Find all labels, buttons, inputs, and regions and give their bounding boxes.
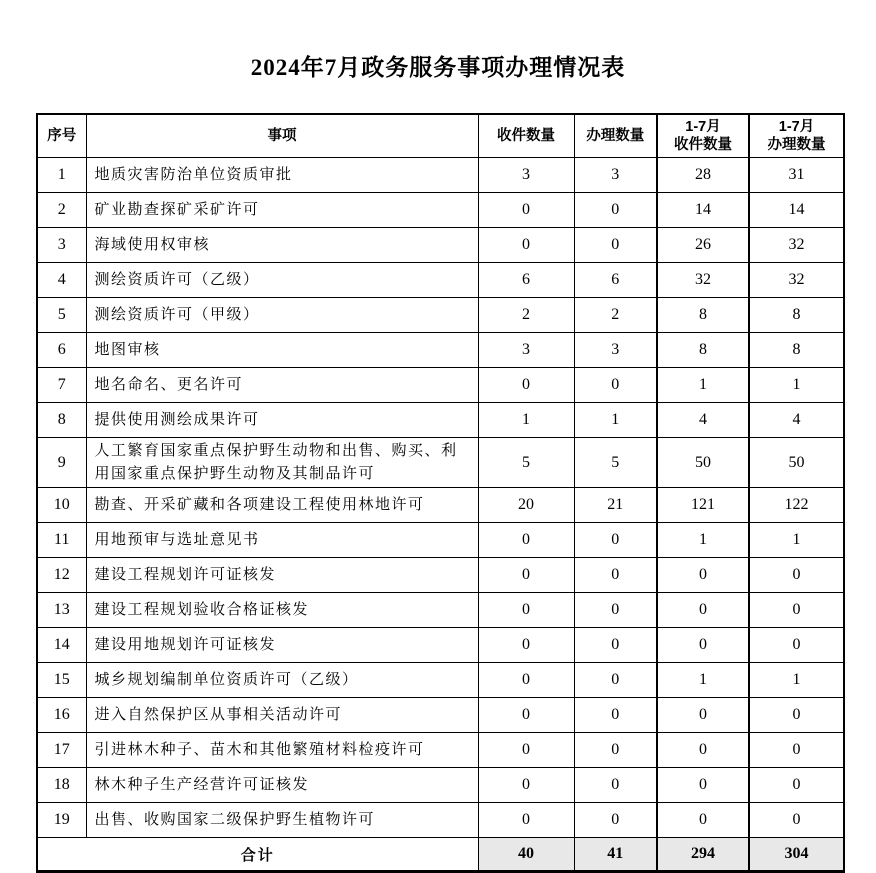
- row-ytd-processed-cell: 1: [749, 368, 844, 403]
- row-ytd-received-cell: 0: [657, 768, 749, 803]
- table-row: [37, 488, 844, 523]
- row-received-cell: 0: [478, 193, 574, 228]
- total-processed: 41: [574, 838, 657, 872]
- row-ytd-received-cell: 0: [657, 698, 749, 733]
- row-ytd-processed-cell: 50: [749, 438, 844, 488]
- header-ytd-received: [657, 114, 749, 158]
- row-index-cell: 11: [37, 523, 86, 558]
- row-processed-cell: 0: [574, 663, 657, 698]
- row-item-cell: 矿业勘查探矿采矿许可: [86, 193, 478, 228]
- table-row: [37, 193, 844, 228]
- row-item-cell: 用地预审与选址意见书: [86, 523, 478, 558]
- row-index-cell: 7: [37, 368, 86, 403]
- table-body: [37, 158, 844, 838]
- row-processed-cell: 0: [574, 733, 657, 768]
- row-ytd-processed-cell: 1: [749, 523, 844, 558]
- header-ytd-processed: [749, 114, 844, 158]
- row-received-cell: 0: [478, 368, 574, 403]
- row-index-cell: 15: [37, 663, 86, 698]
- row-index-cell: 12: [37, 558, 86, 593]
- page-title: 2024年7月政务服务事项办理情况表: [250, 55, 626, 80]
- row-item-cell: 建设工程规划许可证核发: [86, 558, 478, 593]
- row-received-cell: 0: [478, 228, 574, 263]
- row-ytd-processed-cell: 122: [749, 488, 844, 523]
- row-index-cell: 13: [37, 593, 86, 628]
- row-index-cell: 17: [37, 733, 86, 768]
- header-ytd-processed-line2: 办理数量: [767, 137, 826, 153]
- row-ytd-processed-cell: 0: [749, 803, 844, 838]
- header-no: 序号: [37, 114, 86, 158]
- row-ytd-processed-cell: 32: [749, 263, 844, 298]
- row-item-cell: 测绘资质许可（甲级）: [86, 298, 478, 333]
- row-ytd-processed-cell: 0: [749, 768, 844, 803]
- row-item-cell: 城乡规划编制单位资质许可（乙级）: [86, 663, 478, 698]
- table-row: [37, 558, 844, 593]
- row-processed-cell: 0: [574, 768, 657, 803]
- header-ytd-received-line2: 收件数量: [674, 137, 732, 153]
- total-ytd-received: 294: [657, 838, 749, 872]
- row-index-cell: 19: [37, 803, 86, 838]
- row-processed-cell: 0: [574, 368, 657, 403]
- table-row: [37, 803, 844, 838]
- row-ytd-processed-cell: 0: [749, 698, 844, 733]
- row-item-cell: 地图审核: [86, 333, 478, 368]
- row-received-cell: 20: [478, 488, 574, 523]
- row-processed-cell: 21: [574, 488, 657, 523]
- row-index-cell: 9: [37, 438, 86, 488]
- row-ytd-received-cell: 0: [657, 803, 749, 838]
- row-received-cell: 0: [478, 803, 574, 838]
- row-item-cell: 引进林木种子、苗木和其他繁殖材料检疫许可: [86, 733, 478, 768]
- row-received-cell: 0: [478, 733, 574, 768]
- row-item-cell: 地质灾害防治单位资质审批: [86, 158, 478, 193]
- row-ytd-processed-cell: 8: [749, 333, 844, 368]
- row-ytd-processed-cell: 31: [749, 158, 844, 193]
- row-ytd-received-cell: 121: [657, 488, 749, 523]
- row-ytd-received-cell: 1: [657, 523, 749, 558]
- table-row: [37, 403, 844, 438]
- row-ytd-received-cell: 8: [657, 298, 749, 333]
- table-row: [37, 628, 844, 663]
- row-ytd-received-cell: 8: [657, 333, 749, 368]
- row-ytd-received-cell: 28: [657, 158, 749, 193]
- row-received-cell: 1: [478, 403, 574, 438]
- table-row: [37, 523, 844, 558]
- row-ytd-received-cell: 0: [657, 558, 749, 593]
- row-ytd-processed-cell: 0: [749, 628, 844, 663]
- row-item-cell: 建设用地规划许可证核发: [86, 628, 478, 663]
- row-received-cell: 0: [478, 593, 574, 628]
- row-processed-cell: 2: [574, 298, 657, 333]
- row-ytd-processed-cell: 14: [749, 193, 844, 228]
- table-row: [37, 228, 844, 263]
- row-index-cell: 10: [37, 488, 86, 523]
- row-ytd-processed-cell: 0: [749, 558, 844, 593]
- row-item-cell: 地名命名、更名许可: [86, 368, 478, 403]
- row-item-cell: 建设工程规划验收合格证核发: [86, 593, 478, 628]
- table-row: [37, 733, 844, 768]
- row-processed-cell: 0: [574, 228, 657, 263]
- row-processed-cell: 5: [574, 438, 657, 488]
- row-index-cell: 16: [37, 698, 86, 733]
- row-index-cell: 2: [37, 193, 86, 228]
- row-received-cell: 0: [478, 523, 574, 558]
- row-index-cell: 18: [37, 768, 86, 803]
- header-row: [37, 114, 844, 158]
- service-items-table: [36, 113, 845, 873]
- row-index-cell: 4: [37, 263, 86, 298]
- row-received-cell: 6: [478, 263, 574, 298]
- total-received: 40: [478, 838, 574, 872]
- row-received-cell: 0: [478, 663, 574, 698]
- row-processed-cell: 0: [574, 193, 657, 228]
- row-index-cell: 5: [37, 298, 86, 333]
- row-processed-cell: 1: [574, 403, 657, 438]
- row-ytd-received-cell: 14: [657, 193, 749, 228]
- row-received-cell: 0: [478, 558, 574, 593]
- table-row: [37, 158, 844, 193]
- header-ytd-processed-line1: 1-7月: [778, 118, 815, 135]
- row-processed-cell: 0: [574, 628, 657, 663]
- row-item-cell: 进入自然保护区从事相关活动许可: [86, 698, 478, 733]
- total-label: 合计: [37, 838, 478, 872]
- header-ytd-received-line1: 1-7月: [685, 118, 721, 135]
- row-processed-cell: 0: [574, 698, 657, 733]
- table-row: [37, 663, 844, 698]
- row-received-cell: 0: [478, 698, 574, 733]
- row-index-cell: 14: [37, 628, 86, 663]
- row-ytd-processed-cell: 1: [749, 663, 844, 698]
- row-item-cell: 海域使用权审核: [86, 228, 478, 263]
- row-ytd-processed-cell: 0: [749, 593, 844, 628]
- row-processed-cell: 0: [574, 803, 657, 838]
- row-item-cell: 提供使用测绘成果许可: [86, 403, 478, 438]
- row-index-cell: 3: [37, 228, 86, 263]
- header-item: 事项: [86, 114, 478, 158]
- row-ytd-processed-cell: 32: [749, 228, 844, 263]
- row-processed-cell: 0: [574, 523, 657, 558]
- row-ytd-received-cell: 4: [657, 403, 749, 438]
- row-item-cell: 勘查、开采矿藏和各项建设工程使用林地许可: [86, 488, 478, 523]
- row-ytd-received-cell: 0: [657, 628, 749, 663]
- header-processed: 办理数量: [574, 114, 657, 158]
- table-row: [37, 333, 844, 368]
- row-ytd-received-cell: 50: [657, 438, 749, 488]
- row-index-cell: 8: [37, 403, 86, 438]
- row-received-cell: 3: [478, 333, 574, 368]
- table-row: [37, 263, 844, 298]
- total-row: [37, 838, 844, 872]
- row-item-cell: 测绘资质许可（乙级）: [86, 263, 478, 298]
- row-ytd-processed-cell: 8: [749, 298, 844, 333]
- row-processed-cell: 3: [574, 333, 657, 368]
- table-row: [37, 438, 844, 488]
- table-header: [37, 114, 844, 158]
- table-row: [37, 593, 844, 628]
- table-row: [37, 768, 844, 803]
- row-item-cell: 人工繁育国家重点保护野生动物和出售、购买、利用国家重点保护野生动物及其制品许可: [86, 438, 478, 488]
- row-received-cell: 0: [478, 768, 574, 803]
- row-index-cell: 6: [37, 333, 86, 368]
- row-processed-cell: 3: [574, 158, 657, 193]
- table-row: [37, 698, 844, 733]
- row-item-cell: 出售、收购国家二级保护野生植物许可: [86, 803, 478, 838]
- row-received-cell: 3: [478, 158, 574, 193]
- table-footer: [37, 838, 844, 872]
- row-processed-cell: 6: [574, 263, 657, 298]
- row-ytd-received-cell: 0: [657, 733, 749, 768]
- row-item-cell: 林木种子生产经营许可证核发: [86, 768, 478, 803]
- table-row: [37, 298, 844, 333]
- total-ytd-processed: 304: [749, 838, 844, 872]
- table-row: [37, 368, 844, 403]
- row-received-cell: 5: [478, 438, 574, 488]
- row-ytd-received-cell: 0: [657, 593, 749, 628]
- row-ytd-received-cell: 32: [657, 263, 749, 298]
- row-processed-cell: 0: [574, 558, 657, 593]
- row-received-cell: 0: [478, 628, 574, 663]
- row-ytd-processed-cell: 0: [749, 733, 844, 768]
- row-index-cell: 1: [37, 158, 86, 193]
- row-ytd-received-cell: 26: [657, 228, 749, 263]
- row-ytd-processed-cell: 4: [749, 403, 844, 438]
- row-ytd-received-cell: 1: [657, 663, 749, 698]
- row-ytd-received-cell: 1: [657, 368, 749, 403]
- row-processed-cell: 0: [574, 593, 657, 628]
- header-received: 收件数量: [478, 114, 574, 158]
- row-received-cell: 2: [478, 298, 574, 333]
